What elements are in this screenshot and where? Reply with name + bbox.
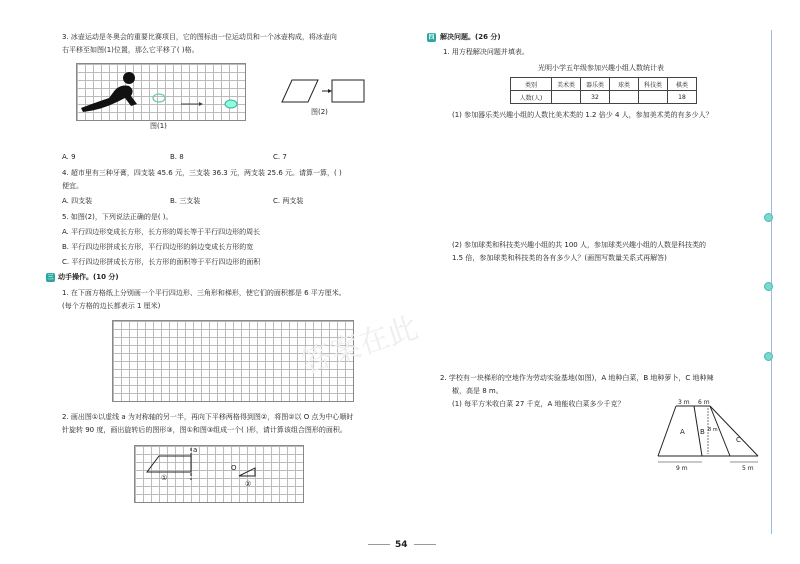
s2-text-1: 2. 学校有一块梯形的空地作为劳动实验基地(如图)，A 地种白菜，B 地种萝卜，C 地种辣 [440, 374, 714, 382]
parallelogram-rectangle-figure [272, 76, 372, 106]
q4-option-c: C. 两支装 [273, 197, 304, 205]
fig-label-right: 5 m [742, 465, 754, 472]
fig2-caption: 图(2) [311, 108, 328, 116]
s1-q2-text-1: (2) 参加球类和科技类兴趣小组的共 100 人，参加球类兴趣小组的人数是科技类的 [452, 241, 706, 249]
footer-rule-left [368, 544, 390, 545]
table-header-row [511, 78, 697, 91]
shape2-label: ② [245, 480, 252, 488]
q3-option-c: C. 7 [273, 153, 287, 161]
q5-option-b: B. 平行四边形拼成长方形，平行四边形的斜边变成长方形的宽 [62, 243, 254, 251]
s2-q1-text: (1) 每平方米收白菜 27 千克，A 地能收白菜多少千克？ [452, 400, 625, 408]
q4-text-1: 4. 超市里有三种牙膏，四支装 45.6 元，三支装 36.3 元，两支装 25.6 元。请算一算，( ) [62, 169, 342, 177]
s1-text: 1. 用方程解决问题并填表。 [443, 48, 529, 56]
q3-text-2: 右平移至如图(1)位置，那么它平移了( )格。 [62, 46, 199, 54]
table-title: 光明小学五年级参加兴趣小组人数统计表 [538, 64, 664, 72]
fig-label-b: B [700, 428, 705, 436]
q5-option-c: C. 平行四边形拼成长方形，长方形的面积等于平行四边形的面积 [62, 258, 261, 266]
p2-text-1: 2. 画出图①以虚线 a 为对称轴的另一半，再向下平移两格得到图②，将图②以 O 点为中心顺时 [62, 413, 354, 421]
q4-option-b: B. 三支装 [170, 197, 201, 205]
q4-option-a: A. 四支装 [62, 197, 93, 205]
q3-option-a: A. 9 [62, 153, 76, 161]
s2-text-2: 椒，高是 8 m。 [452, 387, 503, 395]
q3-text-1: 3. 冰壶运动是冬奥会的重要比赛项目，它的图标由一位运动员和一个冰壶构成，将冰壶向 [62, 33, 337, 41]
curling-icon [77, 64, 245, 120]
table-header-cell: 美术类 [552, 78, 581, 91]
table-header-cell: 棋类 [668, 78, 697, 91]
fig-label-c: C [736, 436, 741, 444]
fig1-caption: 图(1) [150, 122, 167, 130]
axis-a-label: a [193, 446, 198, 454]
point-o-label: O [231, 464, 237, 472]
p1-text-2: (每个方格的边长都表示 1 厘米) [62, 302, 161, 310]
fig-label-a: A [680, 428, 685, 436]
section3-title: 动手操作。(10 分) [58, 273, 119, 281]
table-row [511, 91, 697, 104]
table-cell-input[interactable] [639, 91, 668, 104]
section4-badge: 四 [428, 34, 435, 41]
table-cell: 32 [581, 91, 610, 104]
section3-badge: 三 [47, 274, 54, 281]
binding-dot [764, 352, 773, 361]
footer-rule-right [414, 544, 436, 545]
table-header-cell: 球类 [610, 78, 639, 91]
p1-text-1: 1. 在下面方格纸上分别画一个平行四边形、三角形和梯形，使它们的面积都是 6 平方厘米。 [62, 289, 346, 297]
table-header-cell: 科技类 [639, 78, 668, 91]
q3-option-b: B. 8 [170, 153, 184, 161]
fig-label-top1: 3 m [678, 399, 690, 406]
s1-q1-text: (1) 参加器乐类兴趣小组的人数比美术类的 1.2 倍少 4 人，参加美术类的有多少人？ [452, 111, 713, 119]
section4-title: 解决问题。(26 分) [440, 33, 501, 41]
table-header-cell: 类别 [511, 78, 552, 91]
p2-text-2: 针旋转 90 度，画出旋转后的图形③，图①和图③组成一个( )形，请计算该组合图形的面积。 [62, 426, 347, 434]
watermark: 答案在此 [297, 310, 423, 381]
curling-grid [76, 63, 246, 121]
stats-table [510, 77, 697, 104]
binding-dot [764, 282, 773, 291]
table-header-cell: 器乐类 [581, 78, 610, 91]
table-cell-input[interactable] [610, 91, 639, 104]
q5-text: 5. 如图(2)，下列说法正确的是( )。 [62, 213, 173, 221]
binding-dot [764, 213, 773, 222]
page-number: 54 [395, 540, 408, 550]
drawing-grid-2[interactable] [134, 445, 304, 503]
table-cell: 人数(人) [511, 91, 552, 104]
q5-option-a: A. 平行四边形变成长方形，长方形的周长等于平行四边形的周长 [62, 228, 261, 236]
fig-label-h: 8 m [708, 427, 718, 433]
s1-q2-text-2: 1.5 倍，参加球类和科技类的各有多少人？(画图写数量关系式再解答) [452, 254, 667, 262]
shape1-label: ① [161, 474, 168, 482]
table-cell-input[interactable] [552, 91, 581, 104]
fig-label-top2: 6 m [698, 399, 710, 406]
table-cell: 18 [668, 91, 697, 104]
fig-label-bottom: 9 m [676, 465, 688, 472]
q4-text-2: 便宜。 [62, 182, 83, 190]
